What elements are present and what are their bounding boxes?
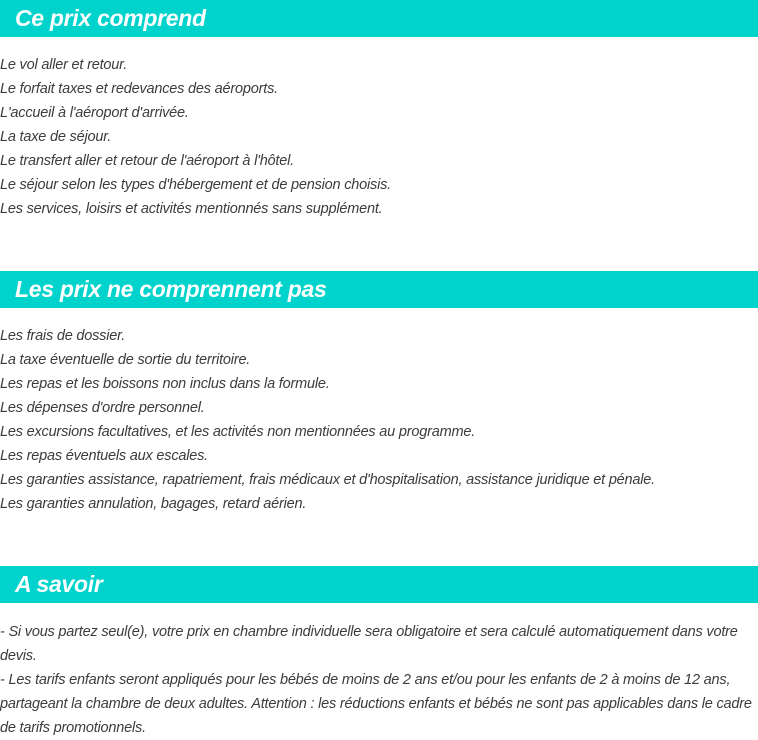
list-item: Le transfert aller et retour de l'aéroport à l'hôtel. (0, 153, 294, 169)
section-list (0, 308, 758, 516)
section-good-to-know (0, 566, 758, 740)
list-item: Les dépenses d'ordre personnel. (0, 400, 205, 416)
note-paragraph: - Si vous partez seul(e), votre prix en chambre individuelle sera obligatoire et sera calculé automatiquement dans votre devis. (0, 624, 738, 664)
section-title: A savoir (0, 566, 758, 603)
note-paragraph: - Les tarifs enfants seront appliqués pour les bébés de moins de 2 ans et/ou pour les enfants de 2 à moins de 12 ans, partageant la chambre de deux adultes. Attention : les réductions enfants et bébés ne sont pas applicables dans le cadre de tarifs promotionnels. (0, 672, 752, 736)
list-item: Les services, loisirs et activités mentionnés sans supplément. (0, 201, 383, 217)
list-item: Le vol aller et retour. (0, 57, 128, 73)
list-item: Les frais de dossier. (0, 328, 126, 344)
list-item: Les garanties assistance, rapatriement, frais médicaux et d'hospitalisation, assistance juridique et pénale. (0, 472, 655, 488)
list-item: La taxe de séjour. (0, 129, 112, 145)
list-item: Les repas éventuels aux escales. (0, 448, 209, 464)
section-list (0, 37, 758, 221)
list-item: Les garanties annulation, bagages, retard aérien. (0, 496, 307, 512)
list-item: Le forfait taxes et redevances des aéroports. (0, 81, 278, 97)
section-notes (0, 603, 758, 740)
list-item: L'accueil à l'aéroport d'arrivée. (0, 105, 189, 121)
section-price-excludes (0, 271, 758, 516)
list-item: Les excursions facultatives, et les activités non mentionnées au programme. (0, 424, 476, 440)
section-price-includes (0, 0, 758, 221)
list-item: Les repas et les boissons non inclus dans la formule. (0, 376, 330, 392)
list-item: La taxe éventuelle de sortie du territoire. (0, 352, 251, 368)
section-title: Les prix ne comprennent pas (0, 271, 758, 308)
section-title: Ce prix comprend (0, 0, 758, 37)
list-item: Le séjour selon les types d'hébergement et de pension choisis. (0, 177, 391, 193)
